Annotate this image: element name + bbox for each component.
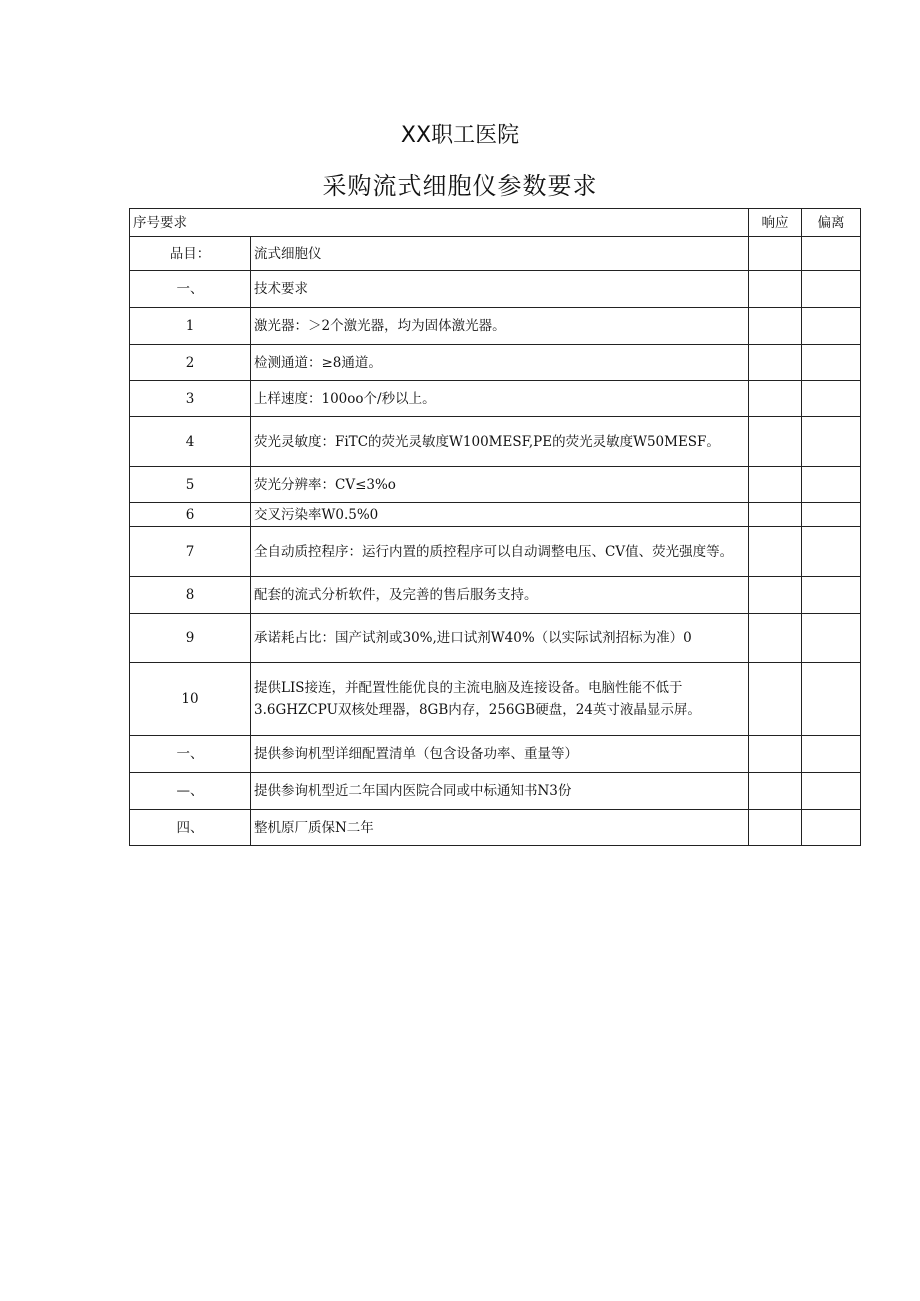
- row-requirement: 技术要求: [251, 271, 749, 308]
- response-cell: [749, 308, 802, 345]
- row-number: 3: [130, 381, 251, 417]
- product-value: 流式细胞仪: [251, 237, 749, 271]
- row-number: 8: [130, 577, 251, 614]
- row-requirement: 上样速度：100oo个/秒以上。: [251, 381, 749, 417]
- deviation-cell: [802, 736, 861, 773]
- product-row: [130, 237, 861, 271]
- table-row: [130, 308, 861, 345]
- row-requirement: 配套的流式分析软件，及完善的售后服务支持。: [251, 577, 749, 614]
- response-cell: [749, 237, 802, 271]
- row-number: 10: [130, 663, 251, 736]
- response-cell: [749, 577, 802, 614]
- deviation-cell: [802, 527, 861, 577]
- table-row: [130, 810, 861, 846]
- row-number: 9: [130, 614, 251, 663]
- response-cell: [749, 810, 802, 846]
- deviation-cell: [802, 503, 861, 527]
- row-number: 1: [130, 308, 251, 345]
- row-requirement: 荧光灵敏度：FiTC的荧光灵敏度W100MESF,PE的荧光灵敏度W50MESF。: [251, 417, 749, 467]
- table-row: [130, 614, 861, 663]
- response-cell: [749, 527, 802, 577]
- response-cell: [749, 614, 802, 663]
- deviation-cell: [802, 577, 861, 614]
- product-label: 品目：: [130, 237, 251, 271]
- row-requirement: 提供LIS接连，并配置性能优良的主流电脑及连接设备。电脑性能不低于3.6GHZCPU双核处理器，8GB内存，256GB硬盘，24英寸液晶显示屏。: [251, 663, 749, 736]
- table-row: [130, 381, 861, 417]
- deviation-cell: [802, 773, 861, 810]
- row-number: 6: [130, 503, 251, 527]
- row-requirement: 提供参询机型近二年国内医院合同或中标通知书N3份: [251, 773, 749, 810]
- deviation-cell: [802, 467, 861, 503]
- header-seq-requirement: 序号要求: [130, 209, 749, 237]
- deviation-cell: [802, 308, 861, 345]
- deviation-cell: [802, 237, 861, 271]
- deviation-cell: [802, 614, 861, 663]
- hospital-name: XX职工医院: [400, 123, 520, 148]
- row-requirement: 检测通道：≥8通道。: [251, 345, 749, 381]
- table-header-row: [130, 209, 861, 237]
- row-number: 一、: [130, 736, 251, 773]
- parameter-table: [129, 208, 861, 846]
- table-row: [130, 271, 861, 308]
- response-cell: [749, 381, 802, 417]
- response-cell: [749, 467, 802, 503]
- table-row: [130, 736, 861, 773]
- response-cell: [749, 271, 802, 308]
- response-cell: [749, 663, 802, 736]
- row-requirement: 承诺耗占比：国产试剂或30%,进口试剂W40%（以实际试剂招标为准）0: [251, 614, 749, 663]
- deviation-cell: [802, 810, 861, 846]
- response-cell: [749, 773, 802, 810]
- header-deviation: 偏离: [802, 209, 861, 237]
- response-cell: [749, 345, 802, 381]
- table-row: [130, 503, 861, 527]
- table-row: [130, 467, 861, 503]
- row-requirement: 交叉污染率W0.5%0: [251, 503, 749, 527]
- deviation-cell: [802, 345, 861, 381]
- row-requirement: 提供参询机型详细配置清单（包含设备功率、重量等）: [251, 736, 749, 773]
- document-title: 采购流式细胞仪参数要求: [322, 172, 598, 200]
- row-number: 一、: [130, 271, 251, 308]
- response-cell: [749, 417, 802, 467]
- row-requirement: 激光器：＞2个激光器，均为固体激光器。: [251, 308, 749, 345]
- table-row: [130, 773, 861, 810]
- row-requirement: 荧光分辨率：CV≤3%o: [251, 467, 749, 503]
- row-number: 四、: [130, 810, 251, 846]
- deviation-cell: [802, 663, 861, 736]
- row-number: 7: [130, 527, 251, 577]
- row-number: 4: [130, 417, 251, 467]
- deviation-cell: [802, 271, 861, 308]
- row-number: 2: [130, 345, 251, 381]
- row-requirement: 全自动质控程序：运行内置的质控程序可以自动调整电压、CV值、荧光强度等。: [251, 527, 749, 577]
- table-row: [130, 345, 861, 381]
- response-cell: [749, 503, 802, 527]
- row-number: 5: [130, 467, 251, 503]
- table-row: [130, 417, 861, 467]
- response-cell: [749, 736, 802, 773]
- header-response: 响应: [749, 209, 802, 237]
- table-row: [130, 663, 861, 736]
- table-row: [130, 527, 861, 577]
- table-row: [130, 577, 861, 614]
- deviation-cell: [802, 381, 861, 417]
- row-number: —、: [130, 773, 251, 810]
- deviation-cell: [802, 417, 861, 467]
- row-requirement: 整机原厂质保N二年: [251, 810, 749, 846]
